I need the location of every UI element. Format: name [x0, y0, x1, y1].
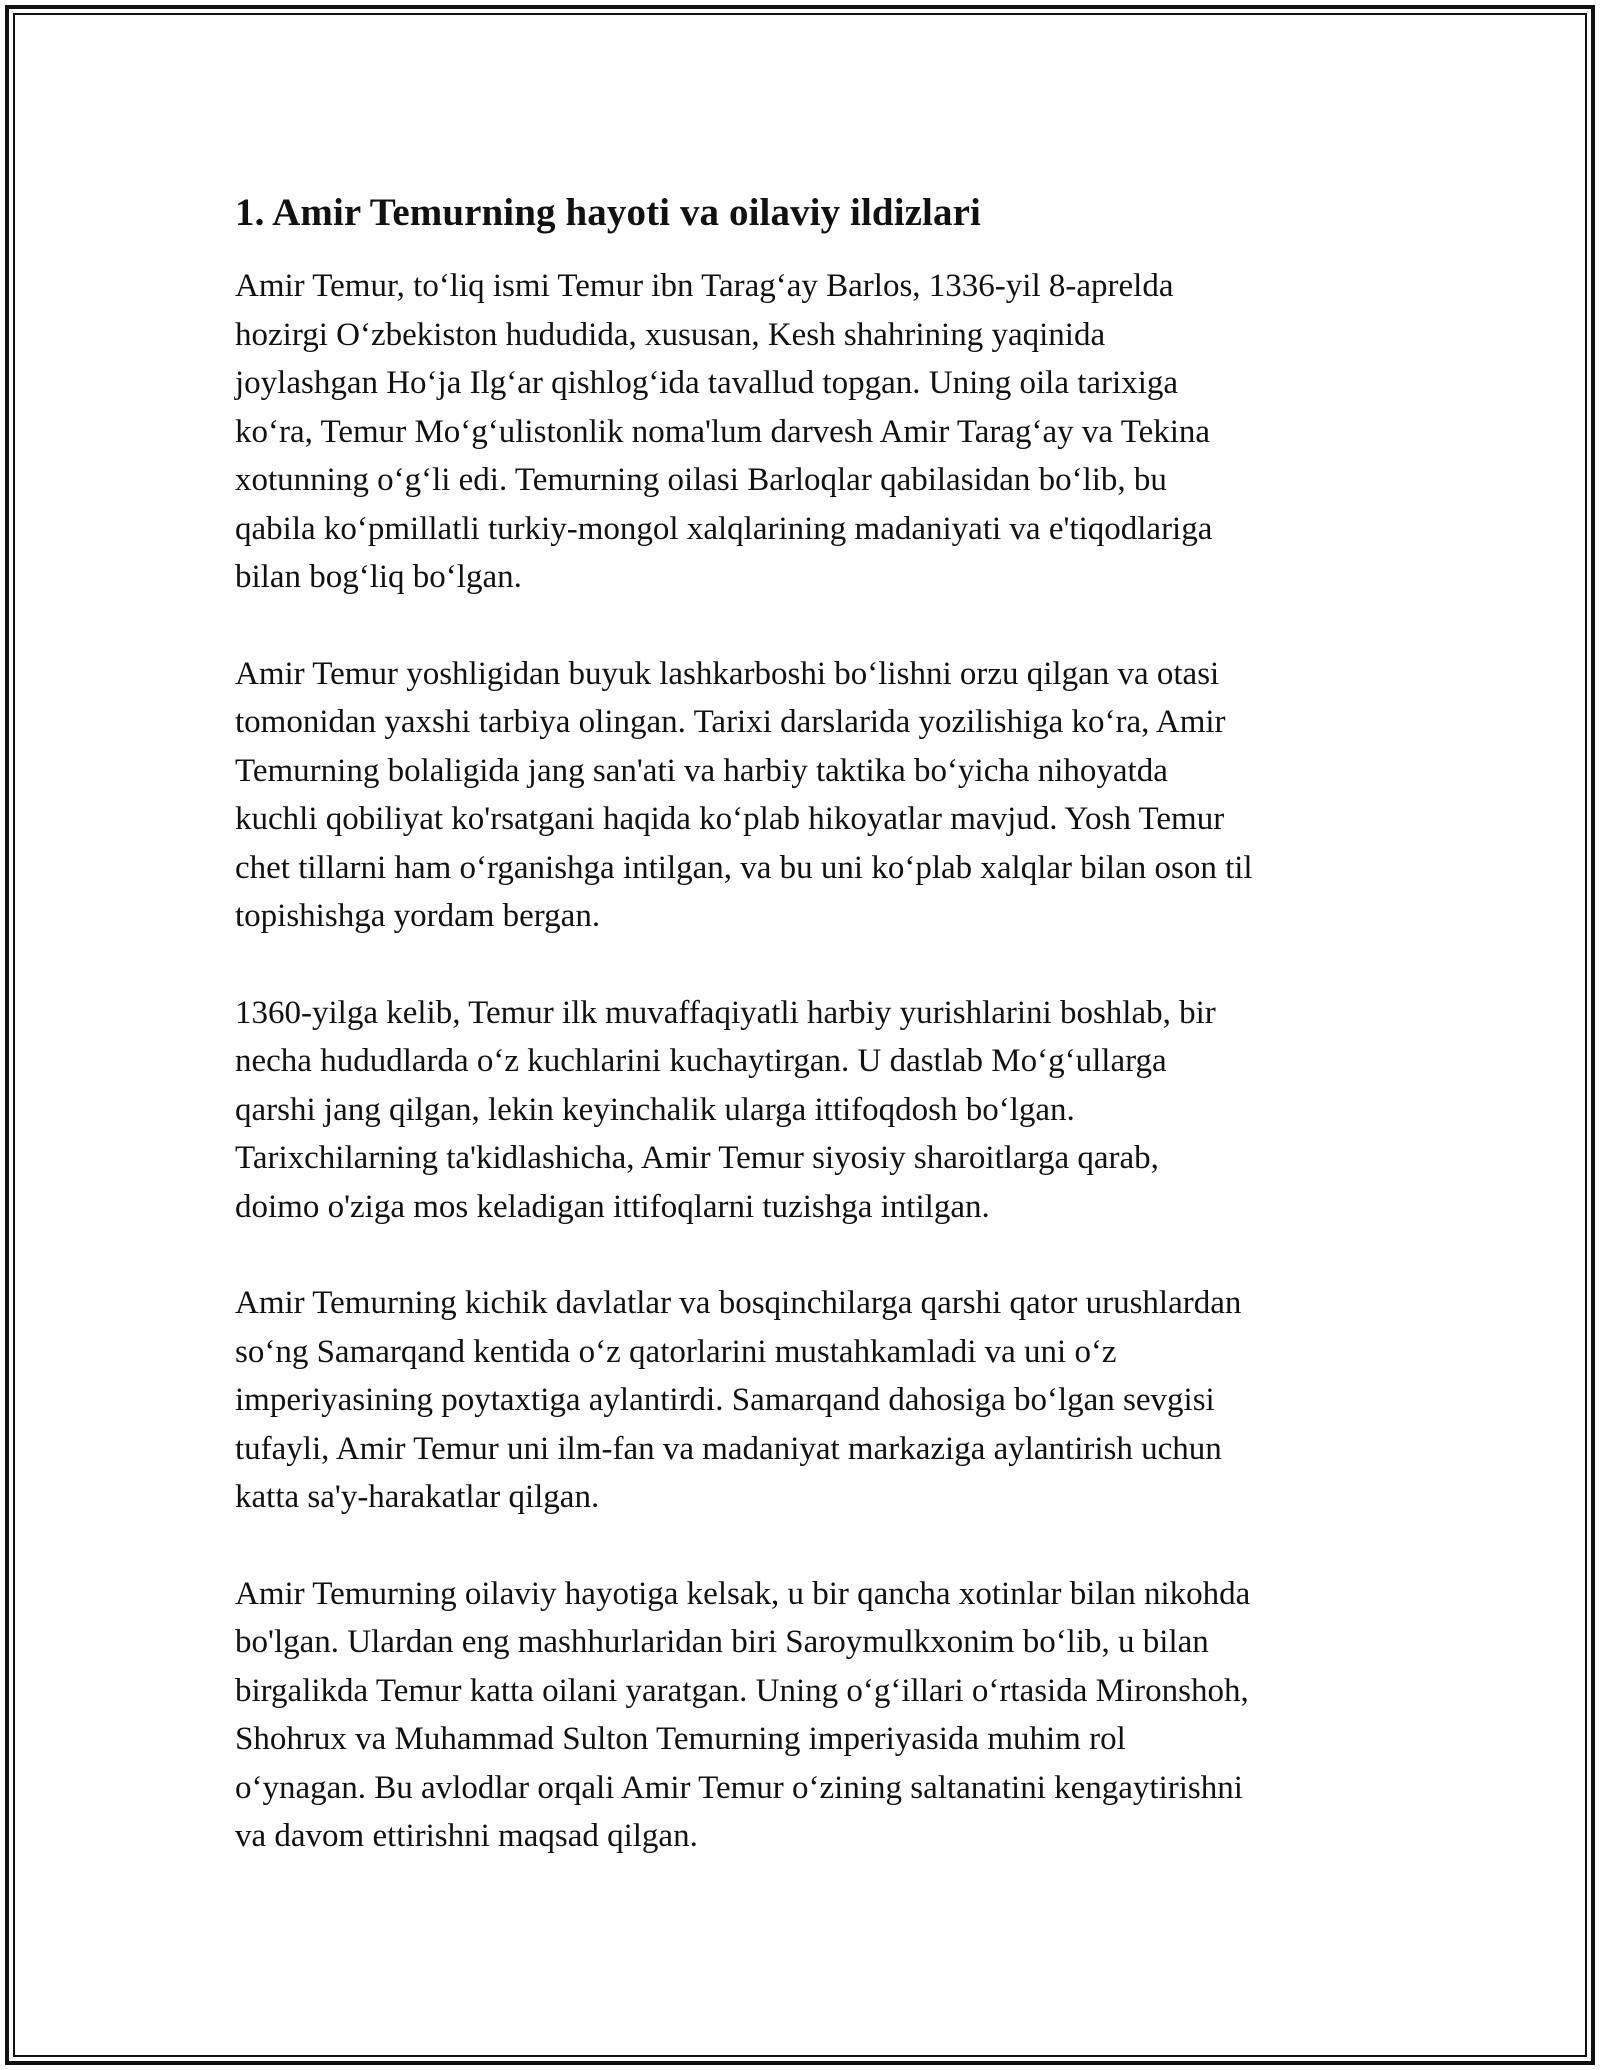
- paragraph-youth: Amir Temur yoshligidan buyuk lashkarboshi bo‘lishni orzu qilgan va otasi tomonidan yaxshi tarbiya olingan. Tarixi darslarida yozilishiga ko‘ra, Amir Temurning bolaligida jang san'ati va harbiy taktika bo‘yicha nihoyatda kuchli qobiliyat ko'rsatgani haqida ko‘plab hikoyatlar mavjud. Yosh Temur chet tillarni ham o‘rganishga intilgan, va bu uni ko‘plab xalqlar bilan oson til topishishga yordam bergan.: [235, 655, 1253, 934]
- paragraph-birth-and-family: Amir Temur, to‘liq ismi Temur ibn Tarag‘ay Barlos, 1336-yil 8-aprelda hozirgi O‘zbekiston hududida, xususan, Kesh shahrining yaqinida joylashgan Ho‘ja Ilg‘ar qishlog‘ida tavallud topgan. Uning oila tarixiga ko‘ra, Temur Mo‘g‘ulistonlik noma'lum darvesh Amir Tarag‘ay va Tekina xotunning o‘g‘li edi. Temurning oilasi Barloqlar qabilasidan bo‘lib, bu qabila ko‘pmillatli turkiy-mongol xalqlarining madaniyati va e'tiqodlariga bilan bog‘liq bo‘lgan.: [235, 268, 1213, 595]
- section-heading: 1. Amir Temurning hayoti va oilaviy ildizlari: [235, 191, 981, 234]
- paragraph-samarkand: Amir Temurning kichik davlatlar va bosqinchilarga qarshi qator urushlardan so‘ng Samarqand kentida o‘z qatorlarini mustahkamladi va uni o‘z imperiyasining poytaxtiga aylantirdi. Samarqand dahosiga bo‘lgan sevgisi tufayli, Amir Temur uni ilm-fan va madaniyat markaziga aylantirish uchun katta sa'y-harakatlar qilgan.: [235, 1285, 1242, 1515]
- document-body: [235, 188, 1395, 1909]
- paragraph-family-life: Amir Temurning oilaviy hayotiga kelsak, u bir qancha xotinlar bilan nikohda bo'lgan. Ulardan eng mashhurlaridan biri Saroymulkxonim bo‘lib, u bilan birgalikda Temur katta oilani yaratgan. Uning o‘g‘illari o‘rtasida Mironshoh, Shohrux va Muhammad Sulton Temurning imperiyasida muhim rol o‘ynagan. Bu avlodlar orqali Amir Temur o‘zining saltanatini kengaytirishni va davom ettirishni maqsad qilgan.: [235, 1575, 1251, 1854]
- paragraph-early-campaigns: 1360-yilga kelib, Temur ilk muvaffaqiyatli harbiy yurishlarini boshlab, bir necha hududlarda o‘z kuchlarini kuchaytirgan. U dastlab Mo‘g‘ullarga qarshi jang qilgan, lekin keyinchalik ularga ittifoqdosh bo‘lgan. Tarixchilarning ta'kidlashicha, Amir Temur siyosiy sharoitlarga qarab, doimo o'ziga mos keladigan ittifoqlarni tuzishga intilgan.: [235, 994, 1216, 1225]
